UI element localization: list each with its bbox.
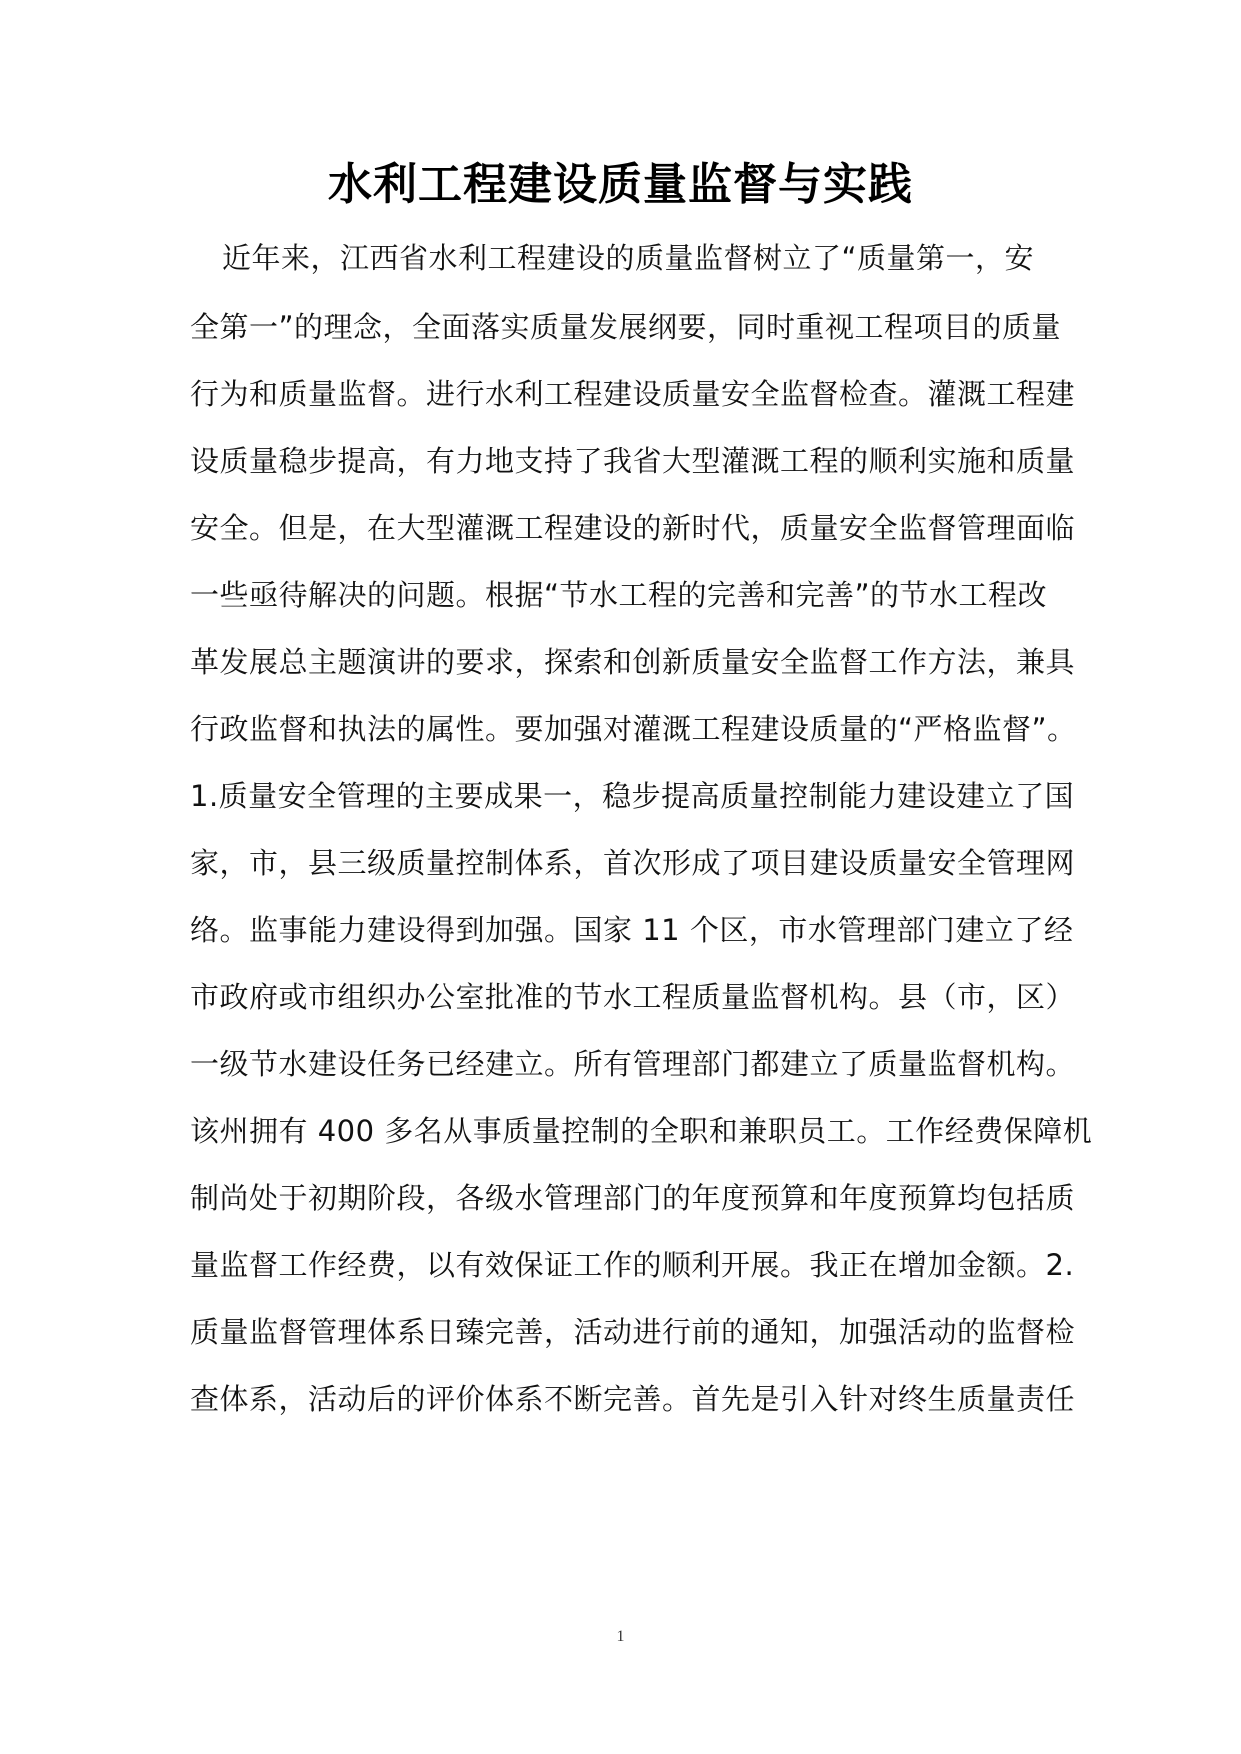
text-line-4: 设质量稳步提高，有力地支持了我省大型灌溉工程的顺利实施和质量 — [190, 444, 1076, 478]
text-line-1: 近年来，江西省水利工程建设的质量监督树立了“质量第一，安 — [222, 241, 1035, 275]
text-line-8: 行政监督和执法的属性。要加强对灌溉工程建设质量的“严格监督”。 — [190, 712, 1077, 746]
document-title: 水利工程建设质量监督与实践 — [328, 159, 913, 210]
text-line-10: 家，市，县三级质量控制体系，首次形成了项目建设质量安全管理网 — [190, 846, 1076, 880]
text-line-16: 量监督工作经费，以有效保证工作的顺利开展。我正在增加金额。2. — [190, 1248, 1075, 1282]
text-line-2: 全第一”的理念，全面落实质量发展纲要，同时重视工程项目的质量 — [190, 310, 1062, 344]
text-line-7: 革发展总主题演讲的要求，探索和创新质量安全监督工作方法，兼具 — [190, 645, 1076, 679]
text-line-6: 一些亟待解决的问题。根据“节水工程的完善和完善”的节水工程改 — [190, 578, 1048, 612]
text-line-17: 质量监督管理体系日臻完善，活动进行前的通知，加强活动的监督检 — [190, 1315, 1076, 1349]
text-line-11: 络。监事能力建设得到加强。国家 11 个区，市水管理部门建立了经 — [190, 913, 1074, 947]
text-line-9: 1.质量安全管理的主要成果一，稳步提高质量控制能力建设建立了国 — [190, 779, 1075, 813]
page-number: 1 — [616, 1628, 625, 1645]
text-line-18: 查体系，活动后的评价体系不断完善。首先是引入针对终生质量责任 — [190, 1382, 1076, 1416]
text-line-12: 市政府或市组织办公室批准的节水工程质量监督机构。县（市，区） — [190, 980, 1076, 1014]
text-line-13: 一级节水建设任务已经建立。所有管理部门都建立了质量监督机构。 — [190, 1047, 1076, 1081]
text-line-14: 该州拥有 400 多名从事质量控制的全职和兼职员工。工作经费保障机 — [190, 1114, 1093, 1148]
text-line-5: 安全。但是，在大型灌溉工程建设的新时代，质量安全监督管理面临 — [190, 511, 1076, 545]
text-line-15: 制尚处于初期阶段，各级水管理部门的年度预算和年度预算均包括质 — [190, 1181, 1076, 1215]
text-line-3: 行为和质量监督。进行水利工程建设质量安全监督检查。灌溉工程建 — [190, 377, 1076, 411]
